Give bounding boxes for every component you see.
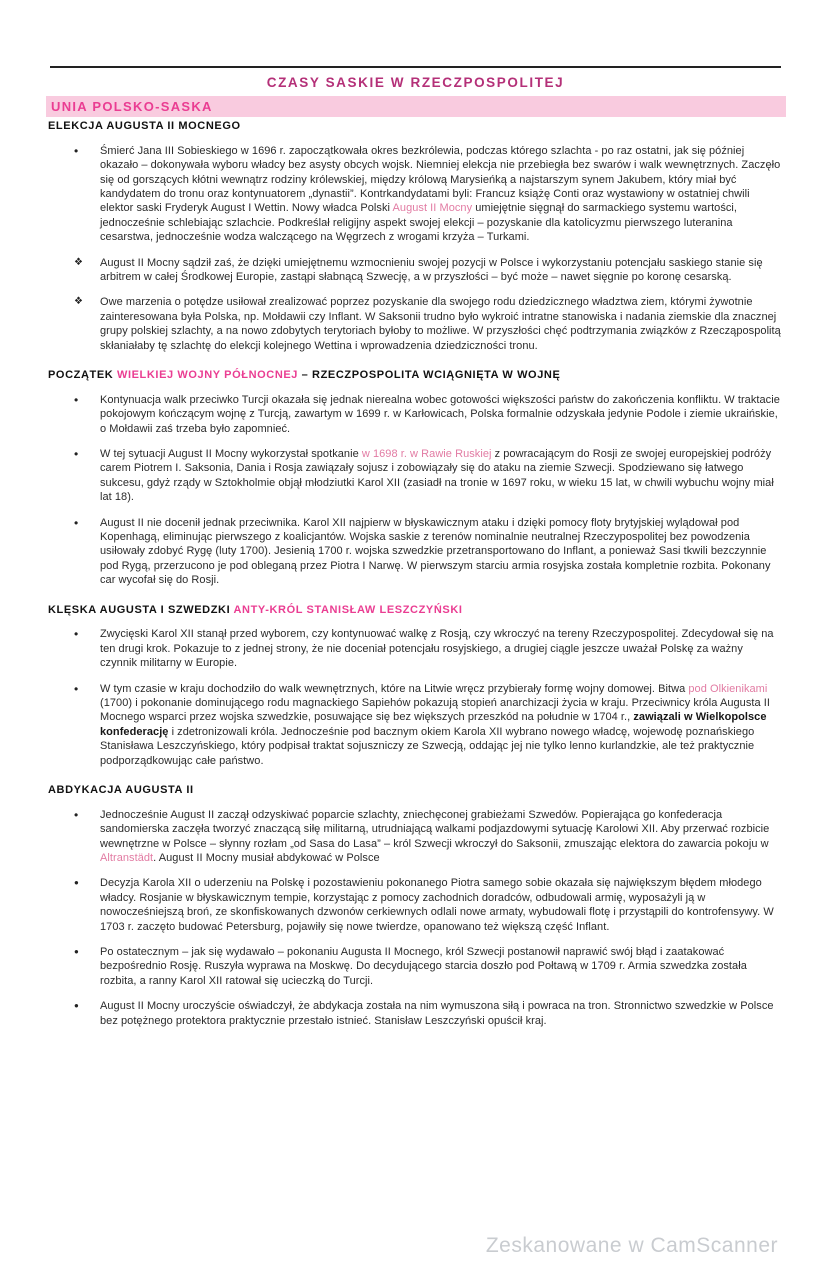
highlighted-text: pod Olkienikami	[688, 682, 768, 695]
section-banner	[46, 96, 786, 117]
bullet-text	[100, 144, 783, 245]
dot-bullet-icon: •	[74, 447, 79, 461]
dot-bullet-icon: •	[74, 392, 79, 407]
bullet-text	[100, 256, 783, 285]
section	[48, 369, 783, 588]
section	[48, 784, 783, 1028]
bullet-item	[48, 876, 783, 934]
bullet-text	[100, 295, 783, 353]
dot-bullet-icon: •	[74, 143, 79, 158]
diamond-bullet-icon: ❖	[74, 296, 83, 308]
section-heading	[48, 784, 783, 798]
text-run: W tym czasie w kraju dochodziło do walk wewnętrznych, które na Litwie wręcz przybierały formę wojny domowej. Bitwa	[100, 682, 689, 695]
text-run: W tej sytuacji August II Mocny wykorzystał spotkanie	[100, 448, 362, 460]
highlighted-text: WIELKIEJ WOJNY PÓŁNOCNEJ	[116, 369, 299, 382]
page-title: CZASY SASKIE W RZECZPOSPOLITEJ	[266, 75, 565, 90]
highlighted-text: Altranstädt	[100, 852, 154, 865]
dot-bullet-icon: •	[74, 515, 79, 530]
section-heading	[48, 604, 783, 618]
bullet-text	[100, 627, 783, 670]
bold-text: zawiązali w Wielkopolsce konfederację	[100, 711, 767, 738]
text-run: August II Mocny uroczyście oświadczył, że abdykacja została na nim wymuszona siłą i powraca na tron. Stronnictwo szwedzkie w Polsce bez potężnego protektora praktycznie przestało istnieć. Stanisław Leszczyński opuścił kraj.	[100, 1000, 774, 1027]
text-run: Śmierć Jana III Sobieskiego w 1696 r. zapoczątkowała okres bezkrólewia, podczas którego szlachta - po raz ostatni, jak się później okazało – dokonywała wyboru władcy bez asysty obcych wojsk. Niemniej elekcja nie przebiegła bez swarów i walk wewnętrznych. Zaczęło się od gorszących kłótni wewnątrz rodziny królewskiej, między królową Marysieńką a najstarszym synem Jakubem, który miał być kandydatem do tronu oraz kontynuatorem „dynastii”. Kontrkandydatami byli: Francuz książę Conti oraz wystawiony w ostatniej chwili elektor saski Fryderyk August I Wettin. Nowy władca Polski	[100, 144, 781, 215]
text-run: ELEKCJA AUGUSTA II MOCNEGO	[48, 120, 241, 132]
bullet-item	[48, 999, 783, 1028]
text-run: August II Mocny sądził zaś, że dzięki umiejętnemu wzmocnieniu swojej pozycji w Polsce i wykorzystaniu potencjału saskiego stanie się arbitrem w całej Środkowej Europie, zastąpi słabnącą Szwecję, a w przyszłości – być może – nawet sięgnie po koronę cesarską.	[100, 256, 763, 283]
bullet-item	[48, 447, 783, 505]
text-run: z powracającym do Rosji ze swojej europejskiej podróży carem Piotrem I. Saksonia, Dania i Rosja zawiązały sojusz i zobowiązały się do ataku na ziemie Szwecji. Spodziewano się łatwego sukcesu, gdyż rządy w Sztokholmie objął młodziutki Karol XII (zasiadł na tronie w 1697 roku, w wieku 15 lat, w chwili wybuchu wojny miał lat 18).	[100, 448, 774, 504]
bullet-item	[48, 808, 783, 866]
text-run: Zwycięski Karol XII stanął przed wyborem, czy kontynuować walkę z Rosją, czy wkroczyć na tereny Rzeczypospolitej. Zdecydował się na ten drugi krok. Pokazuje to z jednej strony, że nie doceniał potencjału rosyjskiego, a drugiej ciągle jeszcze uważał Polskę za ważny czynnik militarny w Europie.	[100, 628, 774, 670]
section-heading	[48, 120, 783, 134]
text-run: Kontynuacja walk przeciwko Turcji okazała się jednak nierealna wobec gotowości większości państw do zakończenia konfliktu. W traktacie pokojowym kończącym wojnę z Turcją, zawartym w 1699 r. w Karłowicach, Polska formalnie odzyskała jedynie Podole i ziemie ukraińskie, o Mołdawii zaś trzeba było zapomnieć.	[100, 393, 780, 435]
banner-label: UNIA POLSKO-SASKA	[51, 99, 213, 114]
highlighted-text: w 1698 r. w Rawie Ruskiej	[361, 448, 492, 460]
camscanner-watermark: Zeskanowane w CamScanner	[485, 1234, 778, 1257]
section-heading	[48, 369, 783, 383]
diamond-bullet-icon: ❖	[74, 256, 83, 268]
text-run: (1700) i pokonanie dominującego rodu magnackiego Sapiehów pokazują stopień anarchizacji życia w kraju. Przeciwnicy króla Augusta II Mocnego wsparci przez wojska szwedzkie, posuwające się bez większych przeszkód na południe w 1704 r.,	[100, 697, 770, 724]
bullet-text	[100, 808, 783, 866]
text-run: August II nie docenił jednak przeciwnika. Karol XII najpierw w błyskawicznym ataku i dzięki pomocy floty brytyjskiej wylądował pod Kopenhagą, eliminując pierwszego z koalicjantów. Wojska saskie z terenów nominalnie neutralnej Rzeczypospolitej bez powodzenia usiłowały zdobyć Rygę (luty 1700). Jesienią 1700 r. wojska szwedzkie przetransportowano do Inflant, a ponieważ Sasi tkwili bezczynnie pod Rygą, przerzucono je pod obleganą przez Piotra I Narwę. W pierwszym starciu armia rosyjska została kompletnie rozbita. Pokonany car wycofał się do Rosji.	[100, 516, 771, 587]
bullet-item	[48, 256, 783, 285]
top-rule	[50, 66, 781, 68]
text-run: . August II Mocny musiał abdykować w Polsce	[153, 852, 380, 865]
bullet-text	[100, 447, 783, 505]
text-run: Decyzja Karola XII o uderzeniu na Polskę i pozostawieniu pokonanego Piotra samego sobie okazała się największym błędem młodego władcy. Rosjanie w błyskawicznym tempie, korzystając z pomocy zachodnich doradców, odbudowali armię, wyposażyli ją w nowocześniejszą broń, ze skonfiskowanych dzwonów cerkiewnych odlali nowe armaty, wybudowali flotę i przystąpili do kontrofensywy. W 1703 r. zaczęto budować Petersburg, pojawiły się nowe twierdze, opanowano też większą część Inflant.	[100, 877, 774, 933]
text-run: ABDYKACJA AUGUSTA II	[48, 784, 194, 797]
text-run: KLĘSKA AUGUSTA I SZWEDZKI	[48, 603, 234, 616]
bullet-item	[48, 945, 783, 988]
bullet-item	[48, 627, 783, 670]
highlighted-text: August II Mocny	[392, 202, 473, 215]
bullet-text	[100, 393, 783, 436]
text-run: Jednocześnie August II zaczął odzyskiwać poparcie szlachty, zniechęconej grabieżami Szwedów. Popierająca go konfederacja sandomierska zaczęła tworzyć znaczącą siłę militarną, utrudniającą walkami podjazdowymi sytuację Karolowi XII. Aby przerwać rozbicie wewnętrzne w Polsce – słynny rozłam „od Sasa do Lasa” – król Szwecji wkroczył do Saksonii, zmuszając elektora do zawarcia pokoju w	[100, 808, 770, 850]
text-run: umiejętnie sięgnął do sarmackiego systemu wartości, jednocześnie schlebiając szlachcie. Podkreślał religijny aspekt swojej elekcji – pozyskanie dla katolicyzmu pierwszego luteranina cesarstwa, jednocześnie wodza walczącego na Węgrzech z wrogami krzyża – Turkami.	[100, 202, 738, 244]
bullet-item	[48, 516, 783, 588]
bullet-text	[100, 516, 783, 588]
section	[48, 120, 783, 353]
bullet-text	[100, 876, 783, 934]
text-run: – RZECZPOSPOLITA WCIĄGNIĘTA W WOJNĘ	[298, 369, 561, 382]
dot-bullet-icon: •	[74, 807, 79, 822]
text-run: POCZĄTEK	[48, 369, 117, 382]
bullet-text	[100, 999, 783, 1028]
text-run: Po ostatecznym – jak się wydawało – pokonaniu Augusta II Mocnego, król Szwecji postanowił naprawić swój błąd i zaatakować bezpośrednio Rosję. Ruszyła wyprawa na Moskwę. Do decydującego starcia doszło pod Połtawą w 1709 r. Armia szwedzka została rozbita, a ranny Karol XII ratował się ucieczką do Turcji.	[100, 946, 747, 987]
section	[48, 604, 783, 768]
bullet-item	[48, 295, 783, 353]
dot-bullet-icon: •	[74, 627, 79, 642]
disc-bullet-icon: ●	[74, 947, 79, 957]
bullet-item	[48, 144, 783, 245]
bullet-text	[100, 682, 783, 768]
bullet-item	[48, 393, 783, 436]
disc-bullet-icon: ●	[74, 878, 79, 888]
text-run: Owe marzenia o potędze usiłował zrealizować poprzez pozyskanie dla swojego rodu dziedzicznego władztwa ziem, którymi żywotnie zainteresowana była Polska, np. Mołdawii czy Inflant. W Saksonii trudno było wykroić intratne stanowiska i nadania ziemskie dla znacznej grupy polskiej szlachty, a na nowo zdobytych terytoriach byłoby to możliwe. W przyszłości chęć podtrzymania związków z Rzecząpospolitą skłaniałaby tę szlachtę do elekcji kolejnego Wettina i wprowadzenia dziedziczności tronu.	[100, 296, 781, 352]
bullet-text	[100, 945, 783, 988]
dot-bullet-icon: •	[74, 681, 79, 696]
disc-bullet-icon: ●	[74, 1001, 79, 1011]
highlighted-text: ANTY-KRÓL STANISŁAW LESZCZYŃSKI	[233, 603, 463, 616]
bullet-item	[48, 682, 783, 768]
sections-container	[48, 120, 783, 1028]
text-run: i zdetronizowali króla. Jednocześnie pod bacznym okiem Karola XII wybrano nowego władcę, wojewodę poznańskiego Stanisława Leszczyńskiego, który podpisał traktat sojuszniczy ze Szwecją, oddając jej nie tylko lenno kurlandzkie, ale też praktycznie podporządkowując całe państwo.	[100, 725, 755, 767]
